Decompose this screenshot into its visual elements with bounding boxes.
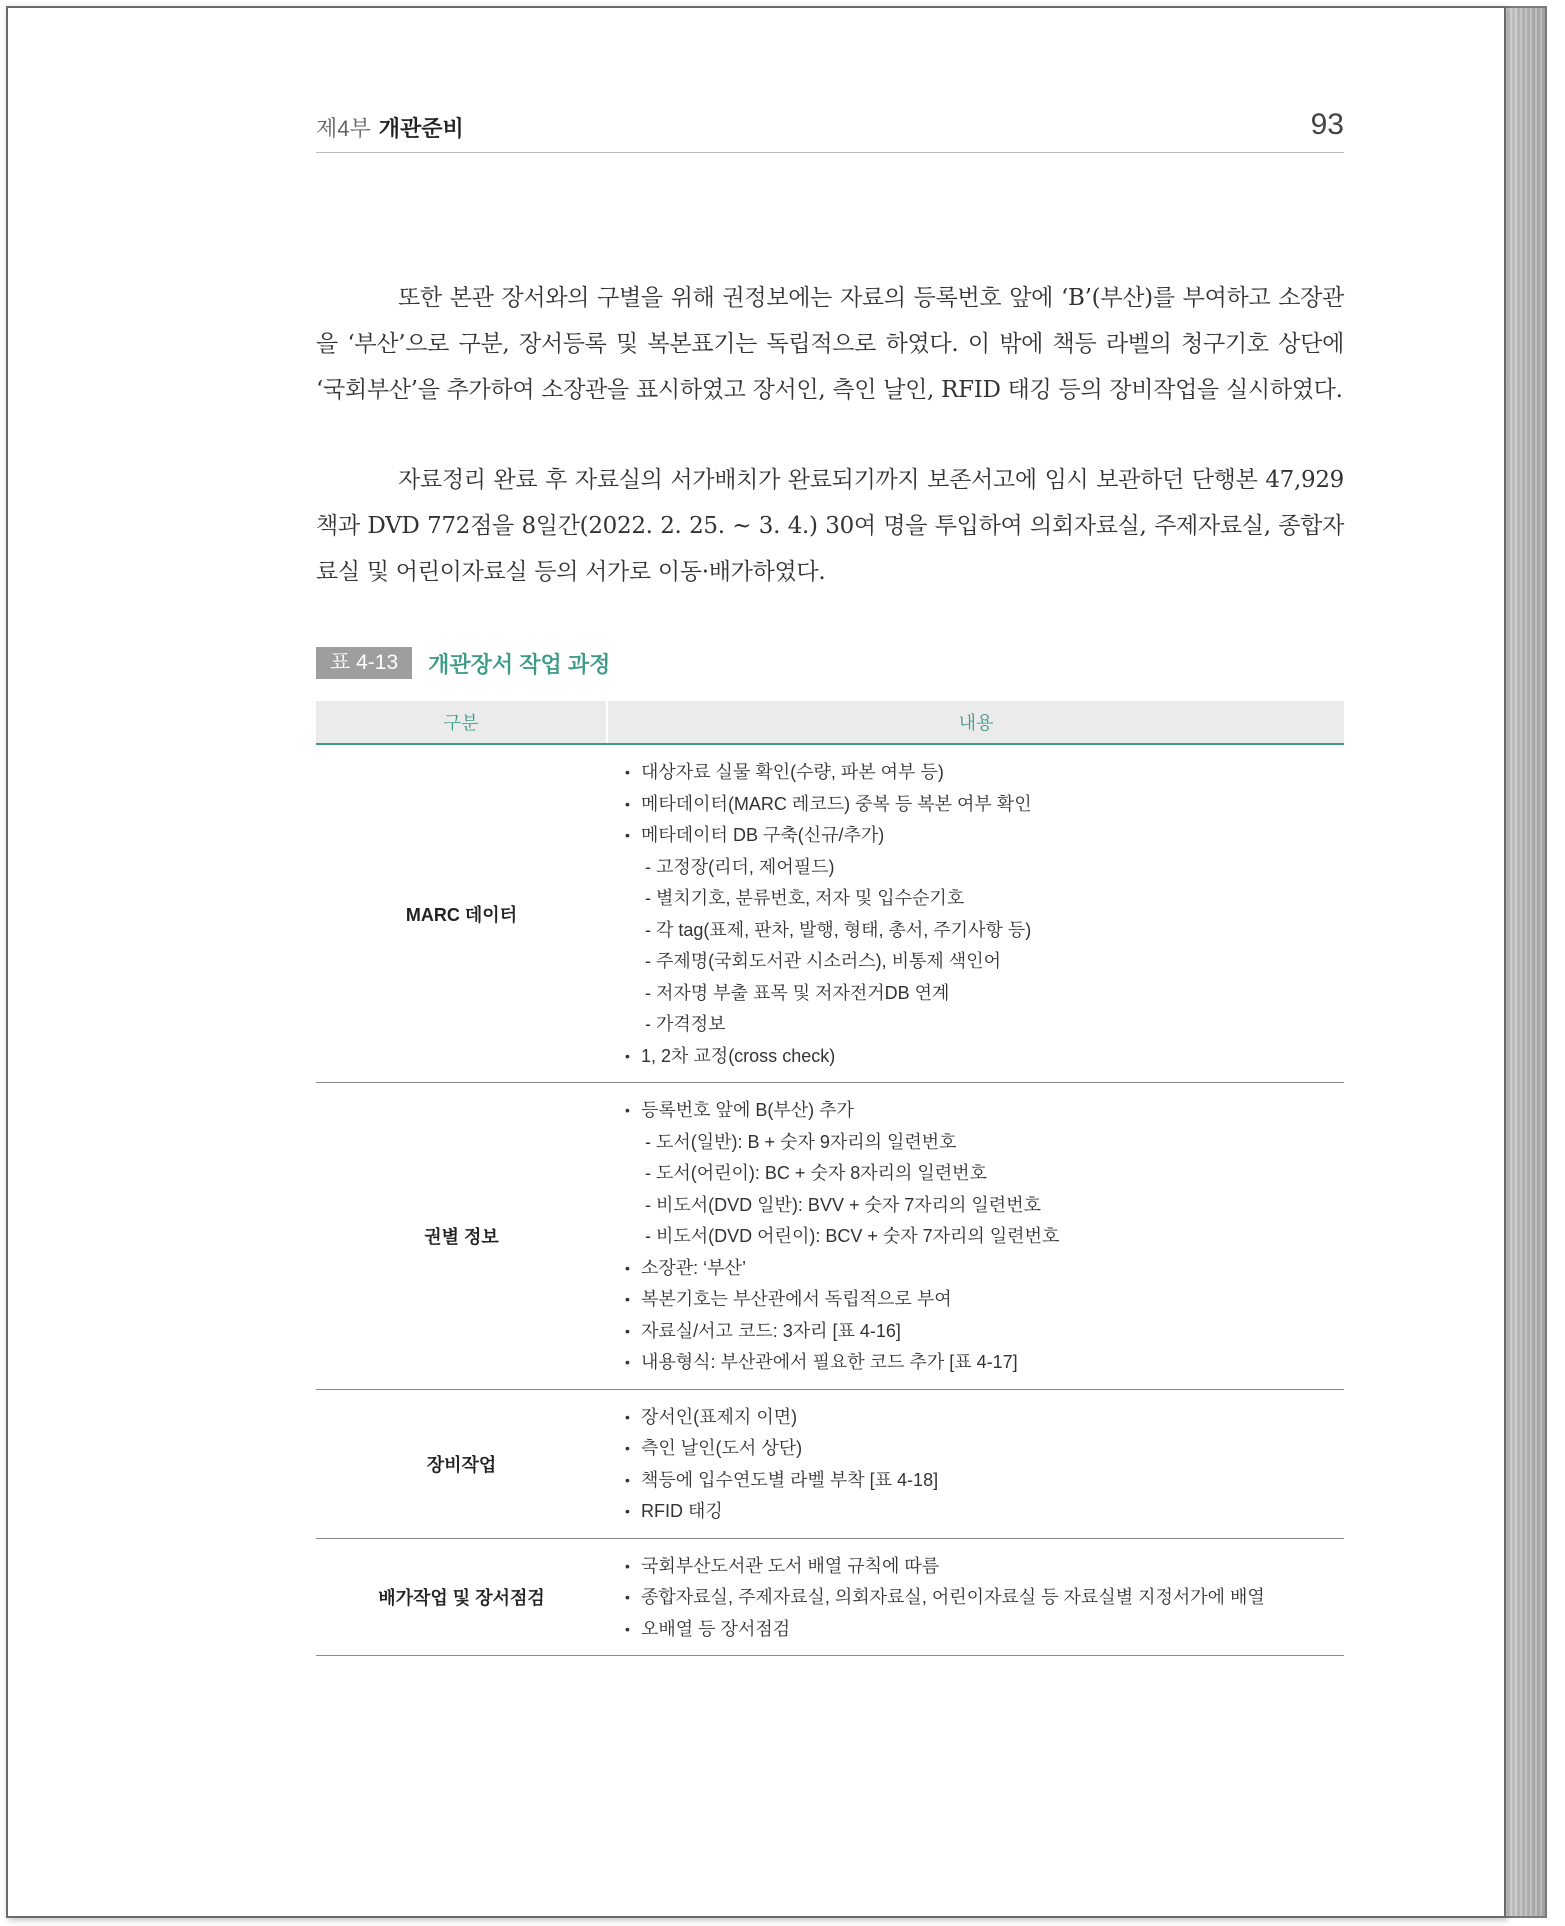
content-list xyxy=(625,1402,1344,1528)
sub-list-item: - 주제명(국회도서관 시소러스), 비통제 색인어 xyxy=(625,946,1344,978)
list-item: • 내용형식: 부산관에서 필요한 코드 추가 [표 4-17] xyxy=(625,1347,1344,1379)
work-process-table xyxy=(316,701,1344,1656)
list-item: • 복본기호는 부산관에서 독립적으로 부여 xyxy=(625,1284,1344,1316)
sub-list-item: - 별치기호, 분류번호, 저자 및 입수순기호 xyxy=(625,883,1344,915)
sub-list-item: - 비도서(DVD 일반): BVV + 숫자 7자리의 일련번호 xyxy=(625,1190,1344,1222)
book-page-edges xyxy=(1505,6,1547,1918)
table-title: 개관장서 작업 과정 xyxy=(428,651,611,677)
sub-list-item: - 도서(일반): B + 숫자 9자리의 일련번호 xyxy=(625,1127,1344,1159)
table-row xyxy=(316,1538,1344,1656)
table-row xyxy=(316,1083,1344,1390)
page-number: 93 xyxy=(1310,108,1344,141)
row-content xyxy=(607,1083,1344,1390)
running-header-part xyxy=(316,112,464,143)
row-category: 장비작업 xyxy=(316,1389,607,1538)
list-item: • 오배열 등 장서점검 xyxy=(625,1614,1344,1646)
list-item: • 등록번호 앞에 B(부산) 추가 xyxy=(625,1095,1344,1127)
sub-list-item: - 고정장(리더, 제어필드) xyxy=(625,852,1344,884)
table-caption xyxy=(316,648,610,678)
table-header-row xyxy=(316,701,1344,744)
list-item: • RFID 태깅 xyxy=(625,1496,1344,1528)
table-row xyxy=(316,744,1344,1083)
list-item: • 메타데이터 DB 구축(신규/추가) xyxy=(625,820,1344,852)
list-item: • 장서인(표제지 이면) xyxy=(625,1402,1344,1434)
column-header-content: 내용 xyxy=(607,701,1344,744)
row-category: MARC 데이터 xyxy=(316,744,607,1083)
table-number: 표 4-13 xyxy=(316,647,412,679)
content-list xyxy=(625,1095,1344,1379)
list-item: • 책등에 입수연도별 라벨 부착 [표 4-18] xyxy=(625,1465,1344,1497)
part-label: 제4부 xyxy=(316,116,371,141)
body-paragraph-2: 자료정리 완료 후 자료실의 서가배치가 완료되기까지 보존서고에 임시 보관하던 단행본 47,929책과 DVD 772점을 8일간(2022. 2. 25. ~ 3. 4.) 30여 명을 투입하여 의회자료실, 주제자료실, 종합자료실 및 어린이자료실 등의 서가로 이동·배가하였다. xyxy=(316,467,1344,585)
list-item: • 측인 날인(도서 상단) xyxy=(625,1433,1344,1465)
list-item: • 메타데이터(MARC 레코드) 중복 등 복본 여부 확인 xyxy=(625,789,1344,821)
list-item: • 대상자료 실물 확인(수량, 파본 여부 등) xyxy=(625,757,1344,789)
sub-list-item: - 비도서(DVD 어린이): BCV + 숫자 7자리의 일련번호 xyxy=(625,1221,1344,1253)
row-content xyxy=(607,744,1344,1083)
sub-list-item: - 가격정보 xyxy=(625,1009,1344,1041)
content-list xyxy=(625,1551,1344,1646)
list-item: • 소장관: ‘부산’ xyxy=(625,1253,1344,1285)
content-list xyxy=(625,757,1344,1072)
column-header-category: 구분 xyxy=(316,701,607,744)
sub-list-item: - 도서(어린이): BC + 숫자 8자리의 일련번호 xyxy=(625,1158,1344,1190)
list-item: • 국회부산도서관 도서 배열 규칙에 따름 xyxy=(625,1551,1344,1583)
row-category: 배가작업 및 장서점검 xyxy=(316,1538,607,1656)
body-paragraph-1: 또한 본관 장서와의 구별을 위해 권정보에는 자료의 등록번호 앞에 ‘B’(부산)를 부여하고 소장관을 ‘부산’으로 구분, 장서등록 및 복본표기는 독립적으로 하였다. 이 밖에 책등 라벨의 청구기호 상단에 ‘국회부산’을 추가하여 소장관을 표시하였고 장서인, 측인 날인, RFID 태깅 등의 장비작업을 실시하였다. xyxy=(316,285,1344,403)
row-content xyxy=(607,1389,1344,1538)
document-page xyxy=(6,6,1506,1918)
sub-list-item: - 저자명 부출 표목 및 저자전거DB 연계 xyxy=(625,978,1344,1010)
row-content xyxy=(607,1538,1344,1656)
part-title: 개관준비 xyxy=(378,116,464,141)
sub-list-item: - 각 tag(표제, 판차, 발행, 형태, 총서, 주기사항 등) xyxy=(625,915,1344,947)
running-header xyxy=(316,106,1344,153)
table-row xyxy=(316,1389,1344,1538)
list-item: • 종합자료실, 주제자료실, 의회자료실, 어린이자료실 등 자료실별 지정서가에 배열 xyxy=(625,1582,1344,1614)
row-category: 권별 정보 xyxy=(316,1083,607,1390)
list-item: • 자료실/서고 코드: 3자리 [표 4-16] xyxy=(625,1316,1344,1348)
list-item: • 1, 2차 교정(cross check) xyxy=(625,1041,1344,1073)
